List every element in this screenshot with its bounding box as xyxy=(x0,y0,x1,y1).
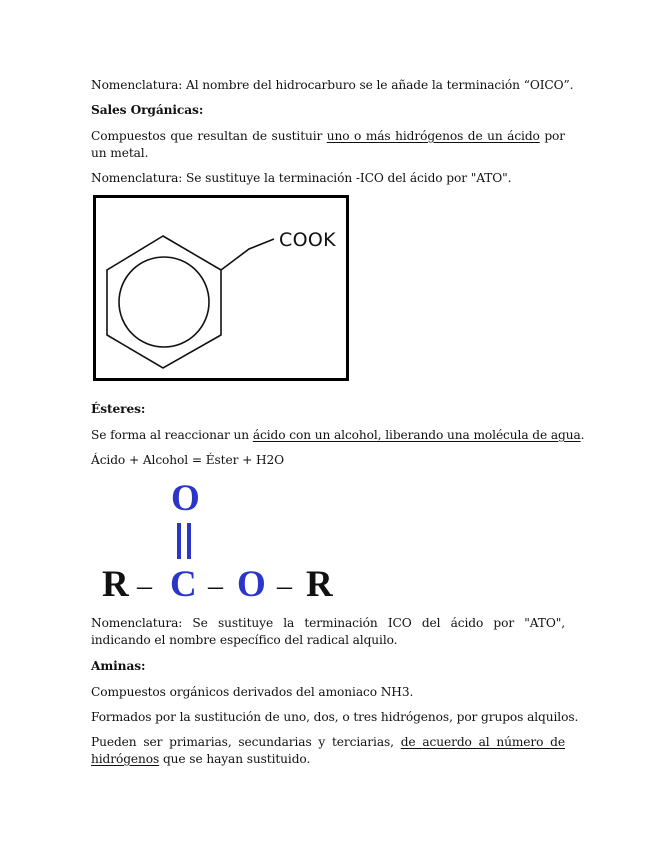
aromatic-circle xyxy=(119,257,209,347)
double-bond-line-right xyxy=(187,523,191,559)
sales-definition-text: Compuestos que resultan de sustituir xyxy=(91,129,327,143)
double-bond-line-left xyxy=(177,523,181,559)
ester-oxygen: O xyxy=(237,564,266,605)
cook-group-label: COOK xyxy=(279,229,336,251)
bond-dash-2: – xyxy=(208,569,223,602)
aminas-definition-2: Formados por la sustitución de uno, dos, o tres hidrógenos, por grupos alquilos. xyxy=(91,710,579,724)
aminas-definition-3-underlined: de acuerdo al número de hidrógenos xyxy=(91,735,565,766)
carbonyl-carbon: C xyxy=(170,564,197,605)
bond-dash-3: – xyxy=(277,569,292,602)
esteres-definition-underlined: ácido con un alcohol, liberando una molécula de agua xyxy=(252,428,581,442)
esteres-definition-tail: . xyxy=(580,428,585,442)
aminas-heading: Aminas: xyxy=(91,659,146,673)
aminas-definition-1: Compuestos orgánicos derivados del amoniaco NH3. xyxy=(91,685,414,699)
aminas-definition-3-text: Pueden ser primarias, secundarias y terciarias, xyxy=(91,735,401,749)
benzene-ring-diagram xyxy=(96,198,346,378)
ester-structure-figure xyxy=(100,478,350,608)
sales-nomenclature: Nomenclatura: Se sustituye la terminación -ICO del ácido por "ATO". xyxy=(91,171,512,185)
potassium-benzoate-figure xyxy=(93,195,349,381)
bond-dash-1: – xyxy=(137,569,152,602)
substituent-bond xyxy=(221,239,274,270)
esteres-definition-text: Se forma al reaccionar un xyxy=(91,428,253,442)
r-group-right: R xyxy=(306,564,333,605)
sales-definition-tail: por un metal. xyxy=(91,129,565,160)
sales-organicas-heading: Sales Orgánicas: xyxy=(91,103,204,117)
sales-definition xyxy=(91,128,565,162)
oico-nomenclature: Nomenclatura: Al nombre del hidrocarburo se le añade la terminación “OICO”. xyxy=(91,78,574,92)
carbonyl-oxygen: O xyxy=(171,478,200,519)
sales-definition-underlined: uno o más hidrógenos de un ácido xyxy=(326,129,540,143)
aminas-definition-3 xyxy=(91,734,565,768)
esteres-nomenclature: Nomenclatura: Se sustituye la terminación ICO del ácido por "ATO", indicando el nombre específico del radical alquilo. xyxy=(91,616,565,647)
esteres-heading: Ésteres: xyxy=(91,402,146,416)
hexagon-ring xyxy=(107,236,221,368)
r-group-left: R xyxy=(102,564,129,605)
esteres-equation: Ácido + Alcohol = Éster + H2O xyxy=(91,453,285,467)
aminas-definition-3-tail: que se hayan sustituido. xyxy=(159,752,311,766)
esteres-definition xyxy=(91,427,585,444)
